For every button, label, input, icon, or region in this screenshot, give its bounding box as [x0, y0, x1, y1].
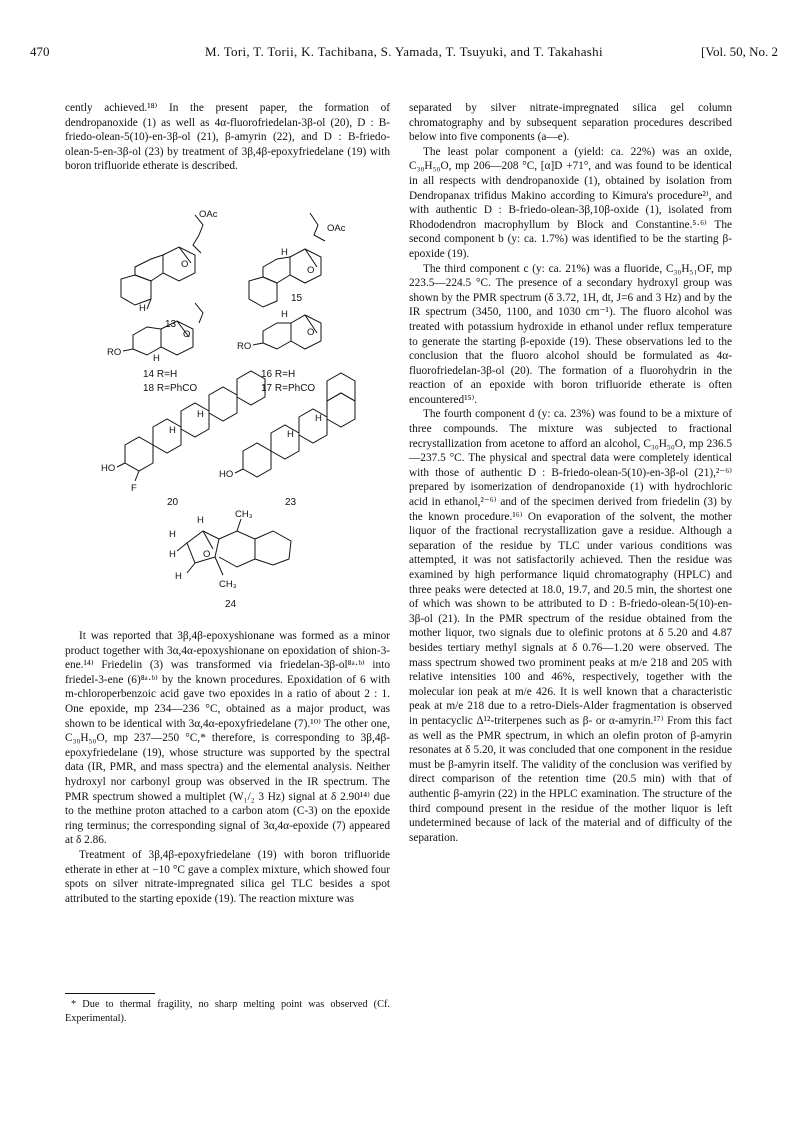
label-h: H — [197, 409, 204, 420]
label-h: H — [281, 309, 288, 320]
structure-13 — [121, 209, 218, 330]
label-oac: OAc — [199, 209, 218, 220]
paragraph: cently achieved.¹⁸⁾ In the present paper, the formation of dendropanoxide (1) as well as 4α-fluorofriedelan-3β-ol (20), D : B-friedo-olean-5(10)-en-3β-ol (21), β-amyrin (22), and D : B-friedo-olean-5-en-3β-ol (23) by treatment of 3β,4β-epoxyfriedelane (19) with boron trifluoride etherate is described. — [65, 102, 390, 173]
page-number: 470 — [30, 44, 50, 59]
label-h: H — [281, 247, 288, 258]
label-h: H — [315, 413, 322, 424]
chemical-structures-drawing — [95, 205, 365, 625]
caption-16: 16 R=H — [261, 369, 296, 380]
caption-14: 14 R=H — [143, 369, 178, 380]
caption-23: 23 — [285, 497, 297, 508]
label-h: H — [139, 303, 146, 314]
label-ro: RO — [107, 347, 122, 358]
label-ro: RO — [237, 341, 252, 352]
footnote-rule — [65, 993, 155, 994]
label-f: F — [131, 483, 137, 494]
paragraph: separated by silver nitrate-impregnated silica gel column chromatography and by subsequent separation procedures described below into five components (a—e). — [409, 102, 732, 144]
structure-14-18 — [107, 303, 203, 394]
structure-24 — [169, 509, 291, 610]
label-h: H — [287, 429, 294, 440]
left-column-intro — [65, 101, 390, 174]
label-h: H — [175, 571, 182, 582]
left-column-body — [65, 629, 390, 906]
label-o: O — [307, 327, 315, 338]
structure-figure — [95, 205, 365, 625]
caption-17: 17 R=PhCO — [261, 383, 316, 394]
caption-13: 13 — [165, 319, 177, 330]
caption-24: 24 — [225, 599, 237, 610]
label-h: H — [197, 515, 204, 526]
caption-15: 15 — [291, 293, 303, 304]
label-o: O — [203, 549, 211, 560]
label-ho: HO — [101, 463, 116, 474]
paragraph: The third component c (y: ca. 21%) was a fluoride, C₃₀H₅₁OF, mp 223.5—224.5 °C. The presence of a secondary hydroxyl group was shown by the PMR spectrum (δ 3.72, 1H, dt, J=6 and 3 Hz) and by the IR spectrum (3450, 1100, and 1030 cm⁻¹). The fluoro alcohol was treated with potassium hydroxide in ethanol under reflux temperature to generate the starting β-epoxide (19). These observations led to the conclusion that the fluoro alcohol should be formulated as 4α-fluorofriedelan-3β-ol (20). The formation of a fluorohydrin in the reaction of an epoxide with boron trifluoride etherate is often encountered¹⁵⁾. — [409, 262, 732, 406]
caption-18: 18 R=PhCO — [143, 383, 198, 394]
footnote — [65, 998, 390, 1025]
label-o: O — [181, 259, 189, 270]
paragraph: It was reported that 3β,4β-epoxyshionane was formed as a minor product together with 3α,4α-epoxyshionane on epoxidation of shion-3-ene.¹⁴⁾ Friedelin (3) was transformed via friedelan-3β-ol⁸ᵃ·ᵇ⁾ into friedel-3-ene (6)⁸ᵃ·ᵇ⁾ by the known procedures. Epoxidation of 6 with m-chloroperbenzoic acid gave two epoxides in a ratio of about 2 : 1. One epoxide, mp 234—236 °C, obtained as a major product, was shown to be identical with 3α,4α-epoxyfriedelane (7).¹⁰⁾ The other one, C₃₀H₅₀O, mp 237—250 °C,* therefore, is corresponding to 3β,4β-epoxyfriedelane (19), whose structure was supported by the spectral data (IR, PMR, and mass spectra) and the elemental analysis. Neither hydroxyl nor carbonyl group was observed in the IR spectrum. The PMR spectrum showed a multiplet (W₁/₂ 3 Hz) signal at δ 2.90¹⁴⁾ due to the methine proton attached to a carbon atom (C-3) on the epoxide ring terminus; the corresponding signal of 3α,4α-epoxide (7) appeared at δ 2.86. — [65, 630, 390, 847]
footnote-text: * Due to thermal fragility, no sharp melting point was observed (Cf. Experimental). — [65, 999, 390, 1024]
paragraph: The least polar component a (yield: ca. 22%) was an oxide, C₃₀H₅₀O, mp 206—208 °C, [α]D +71°, and was found to be identical in all respects with dendropanoxide (1), obtained by isolation from Dendropanax trifidus Makino according to Kimura's procedure²⁾, and with authentic D : B-friedo-olean-3β,10β-oxide (1), isolated from Rhododendron macrophyllum by Block and Constantine.⁵·⁶⁾ The second component b (y: ca. 1.7%) was identified to be the starting β-epoxide (19). — [409, 145, 732, 260]
label-h: H — [169, 425, 176, 436]
structure-15 — [249, 213, 346, 307]
label-h: H — [169, 549, 176, 560]
label-o: O — [183, 329, 191, 340]
label-h: H — [169, 529, 176, 540]
header-authors: M. Tori, T. Torii, K. Tachibana, S. Yamada, T. Tsuyuki, and T. Takahashi — [205, 44, 603, 59]
caption-20: 20 — [167, 497, 179, 508]
label-o: O — [307, 265, 315, 276]
running-header — [30, 44, 778, 62]
structure-16-17 — [237, 309, 321, 394]
label-ho: HO — [219, 469, 234, 480]
label-ch3: CH₃ — [219, 579, 237, 590]
paragraph: The fourth component d (y: ca. 23%) was found to be a mixture of three compounds. The mixture was subjected to fractional recrystallization from acetone to afford an alcohol, C₃₀H₅₀O, mp 236.5—237.5 °C. The physical and spectral data were completely identical with those of authentic D : B-friedo-olean-5(10)-en-3β-ol (21),²⁻⁶⁾ prepared by isomerization of dendropanoxide (1) with hydrochloric acid in ethanol,²⁻⁶⁾ and of the specimen derived from friedelin (3) by the known procedure.¹⁶⁾ On evaporation of the solvent, the mother liquor of the fractional recrystallization gave a residue. Although a separation of the residue by TLC under various conditions was attempted, it was not satisfactorily achieved. Then the residue was examined by high performance liquid chromatography (HPLC) and three peaks were detected at 18.0, 19.7, and 20.5 min, the shortest one of which was shown to be attributed to D : B-friedo-olean-5(10)-en-3β-ol (21). In the PMR spectrum of the residue obtained from the mother liquor, two signals due to olefinic protons at δ 5.20 and 4.87 besides tertiary methyl signals at δ 0.76—1.20 were observed. The mass spectrum showed two prominent peaks at m/e 218 and 205 with relative intensities 100 and 46%, respectively, together with the molecular ion peak at m/e 426. It is well known that a characteristic peak at m/e 218 due to a retro-Diels-Alder fragmentation is observed in pentacyclic Δ¹²-triterpenes such as β- or α-amyrin.¹⁷⁾ From this fact as well as the PMR spectrum, in which an olefin proton of β-amyrin resonates at δ 5.20, it was concluded that one component in the residue must be β-amyrin itself. The validity of the conclusion was verified by direct comparison of the retention time (20.5 min) with that of authentic β-amyrin (22) in the HPLC examination. The structure of the third compound present in the residue of the mother liquor is left undetermined because of lack of the material and of difficulty of the separation. — [409, 408, 732, 844]
header-volume: [Vol. 50, No. 2 — [700, 44, 778, 59]
label-ch3: CH₃ — [235, 509, 253, 520]
label-h: H — [153, 353, 160, 364]
label-oac: OAc — [327, 223, 346, 234]
paragraph: Treatment of 3β,4β-epoxyfriedelane (19) with boron trifluoride etherate in ether at −10 °C gave a complex mixture, which showed four spots on silver nitrate-impregnated silica gel TLC besides a spot attributed to the starting epoxide (19). The reaction mixture was — [65, 848, 390, 905]
right-column — [409, 101, 732, 845]
